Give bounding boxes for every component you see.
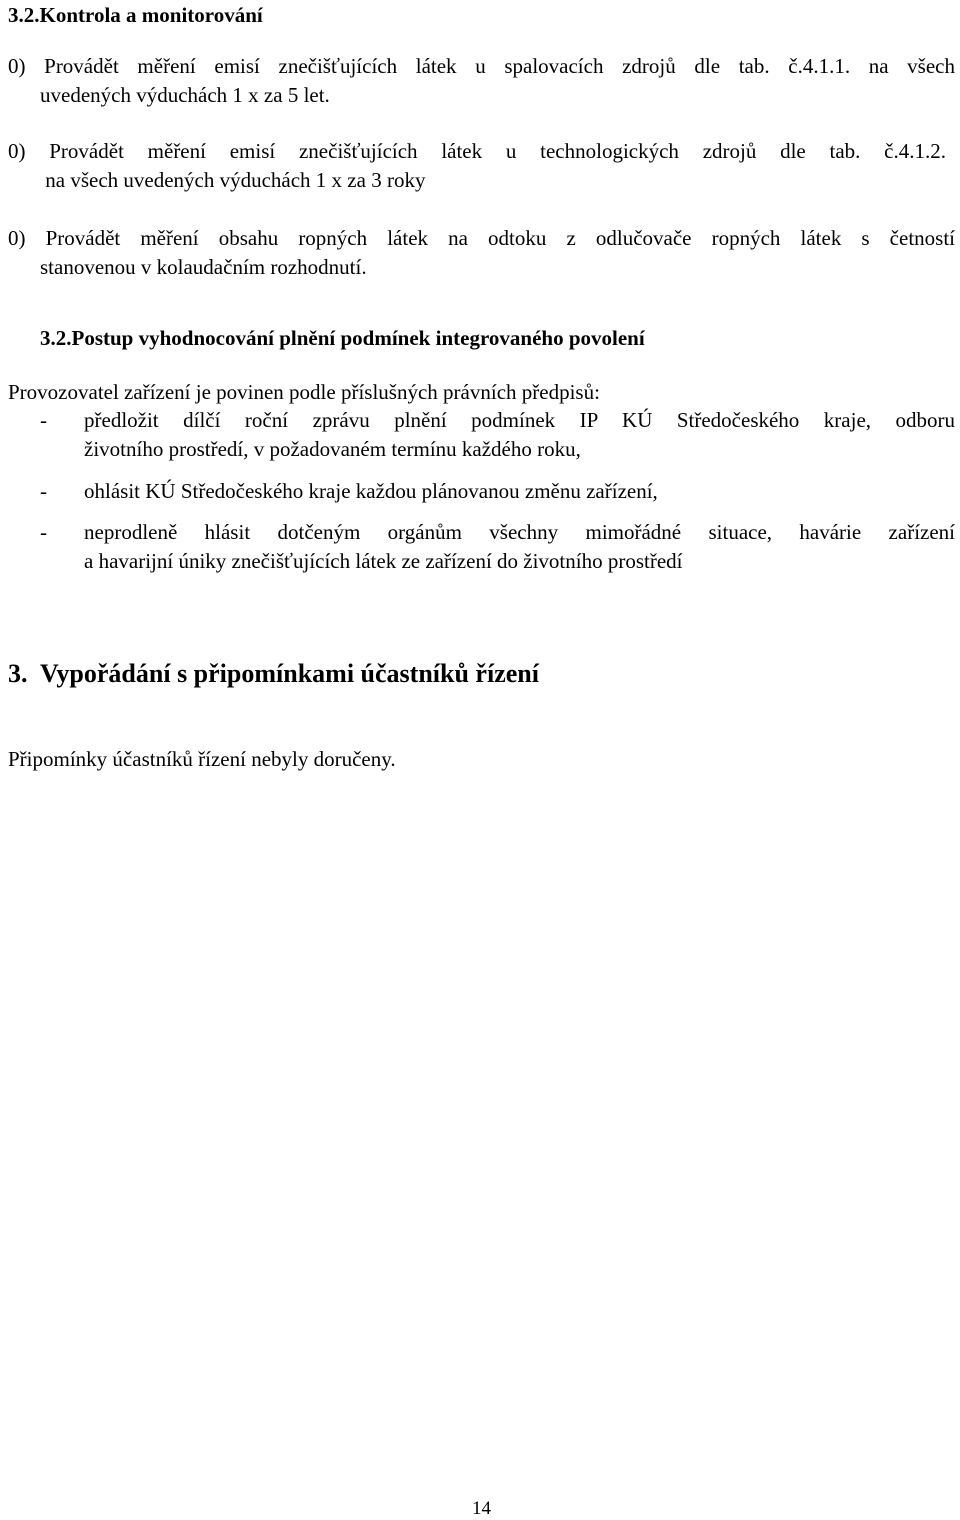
bullet-dash: - [40,520,47,544]
bullet-dash: - [40,479,47,503]
item-3-line-2: stanovenou v kolaudačním rozhodnutí. [40,255,367,279]
item-1-line-2: uvedených výduchách 1 x za 5 let. [40,83,330,107]
item-2-line-1: 0) Provádět měření emisí znečišťujících látek u technologických zdrojů dle tab. č.4.1.2. [8,139,946,163]
item-3-line-1: 0) Provádět měření obsahu ropných látek na odtoku z odlučovače ropných látek s četností [8,226,955,250]
section-heading-vyporadani: 3. Vypořádání s připomínkami účastníků řízení [8,659,539,688]
section-heading-postup: 3.2.Postup vyhodnocování plnění podmínek integrovaného povolení [40,326,645,350]
item-1-line-1: 0) Provádět měření emisí znečišťujících látek u spalovacích zdrojů dle tab. č.4.1.1. na všech [8,54,955,78]
intro-paragraph: Provozovatel zařízení je povinen podle příslušných právních předpisů: [8,380,600,404]
item-2-line-2: na všech uvedených výduchách 1 x za 3 roky [40,168,426,192]
section-3-paragraph: Připomínky účastníků řízení nebyly doručeny. [8,747,396,771]
bullet-dash: - [40,408,47,432]
bullet-1-line-1: předložit dílčí roční zprávu plnění podmínek IP KÚ Středočeského kraje, odboru [84,408,955,432]
section-heading-kontrola: 3.2.Kontrola a monitorování [8,3,263,27]
bullet-3-line-2: a havarijní úniky znečišťujících látek ze zařízení do životního prostředí [84,549,683,573]
page-number: 14 [472,1498,491,1519]
bullet-1-line-2: životního prostředí, v požadovaném termínu každého roku, [84,437,581,461]
bullet-3-line-1: neprodleně hlásit dotčeným orgánům všechny mimořádné situace, havárie zařízení [84,520,955,544]
bullet-2-line-1: ohlásit KÚ Středočeského kraje každou plánovanou změnu zařízení, [84,479,658,503]
